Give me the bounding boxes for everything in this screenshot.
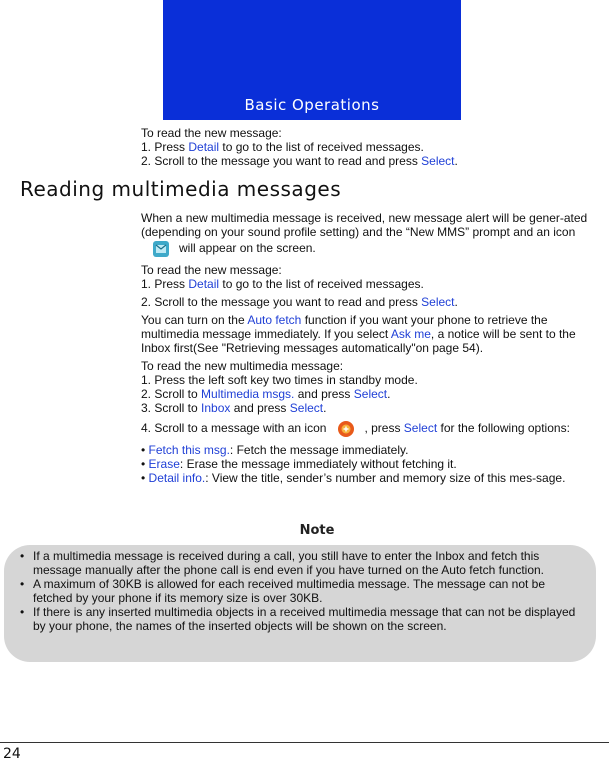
option-detail-info: • Detail info.: View the title, sender’s number and memory size of this mes-sage. [141,471,566,485]
read-intro: To read the new message: [141,263,282,277]
read-mms-intro: To read the new multimedia message: [141,359,344,373]
note-title: Note [299,523,335,538]
page-number: 24 [3,746,21,762]
section-body [141,211,606,485]
select-link: Select [421,154,455,168]
mms-step-2: 2. Scroll to Multimedia msgs. and press Select. [141,387,391,401]
option-fetch: • Fetch this msg.: Fetch the message immediately. [141,443,409,457]
note-item: • If there is any inserted multimedia objects in a received multimedia message that can not be displayed by your phone, the names of the inserted objects will be shown on the screen. [20,605,576,633]
option-erase: • Erase: Erase the message immediately without fetching it. [141,457,457,471]
auto-fetch-paragraph: You can turn on the Auto fetch function if you want your phone to retrieve the multimedia message immediately. If you select Ask me, a notice will be sent to the Inbox first(See "Retrieving messages automatically"on page 54). [141,313,576,355]
multimedia-msgs-link: Multimedia msgs. [201,387,295,401]
intro-step-1: 1. Press Detail to go to the list of received messages. [141,140,424,154]
section-title: Reading multimedia messages [20,177,342,201]
mms-step-1: 1. Press the left soft key two times in standby mode. [141,373,418,387]
intro-line: To read the new message: [141,126,282,140]
auto-fetch-link: Auto fetch [247,313,302,327]
banner-title: Basic Operations [244,96,380,114]
mms-step-4: 4. Scroll to a message with an icon , press Select for the following options: [141,419,606,439]
select-link: Select [289,401,324,415]
detail-link: Detail [188,140,220,154]
intro-block [141,126,606,168]
mms-step-3: 3. Scroll to Inbox and press Select. [141,401,327,415]
mms-message-icon [151,239,171,259]
ask-me-link: Ask me [390,327,431,341]
alert-paragraph: When a new multimedia message is received, new message alert will be gener-ated (depending on your sound profile setting) and the “New MMS” prompt and an iconwill appear on the screen. [141,211,606,259]
erase-link: Erase [148,457,180,471]
footer-divider [0,742,609,743]
read-step-2: 2. Scroll to the message you want to read and press Select. [141,295,458,309]
unfetched-mms-icon [336,419,356,439]
intro-step-2: 2. Scroll to the message you want to read and press Select. [141,154,458,168]
select-link: Select [353,387,388,401]
select-link: Select [403,421,438,436]
select-link: Select [421,295,455,309]
detail-info-link: Detail info. [148,471,206,485]
detail-link: Detail [188,277,220,291]
note-item: • If a multimedia message is received during a call, you still have to enter the Inbox and fetch this message manually after the phone call is end even if you have turned on the Auto fetch function. [20,549,544,577]
note-list [20,549,586,633]
read-step-1: 1. Press Detail to go to the list of received messages. [141,277,424,291]
inbox-link: Inbox [201,401,231,415]
fetch-this-msg-link: Fetch this msg. [148,443,230,457]
note-item: • A maximum of 30KB is allowed for each received multimedia message. The message can not be fetched by your phone if its memory size is over 30KB. [20,577,546,605]
chapter-banner [163,0,461,120]
